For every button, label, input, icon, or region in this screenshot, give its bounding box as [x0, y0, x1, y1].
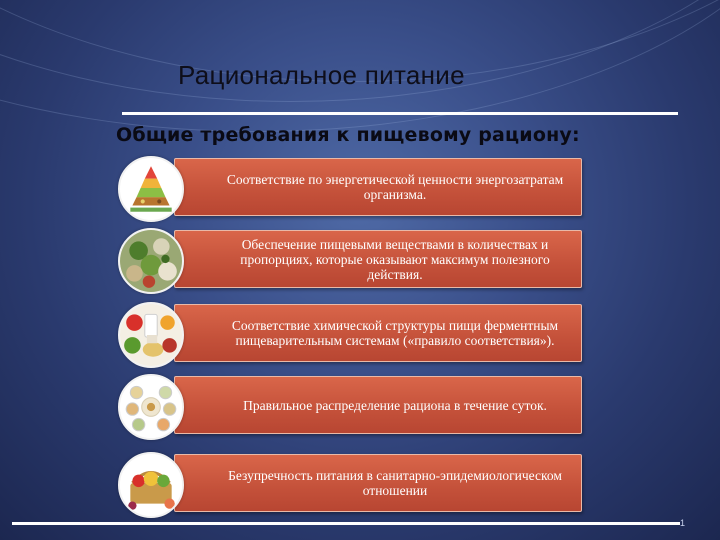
page-number: 1	[680, 518, 686, 528]
requirement-item	[118, 302, 588, 364]
requirement-item	[118, 156, 588, 218]
footer-rule	[12, 522, 680, 525]
requirement-item	[118, 452, 588, 514]
title-rule	[122, 112, 678, 115]
requirement-text: Правильное распределение рациона в течение суток.	[174, 376, 582, 434]
requirement-text: Безупречность питания в санитарно-эпидемиологическом отношении	[174, 454, 582, 512]
vegetables-icon	[118, 228, 184, 294]
food-products-icon	[118, 302, 184, 368]
food-pyramid-icon	[118, 156, 184, 222]
requirement-text: Соответствие химической структуры пищи ферментным пищеварительным системам («правило соответствия»).	[174, 304, 582, 362]
slide-subtitle: Общие требования к пищевому рациону:	[116, 124, 580, 146]
requirement-item	[118, 374, 588, 436]
requirement-item	[118, 228, 588, 290]
meal-plates-icon	[118, 374, 184, 440]
requirement-text: Обеспечение пищевыми веществами в количествах и пропорциях, которые оказывают максимум полезного действия.	[174, 230, 582, 288]
slide-title: Рациональное питание	[178, 60, 465, 90]
requirement-text: Соответствие по энергетической ценности энергозатратам организма.	[174, 158, 582, 216]
food-basket-icon	[118, 452, 184, 518]
